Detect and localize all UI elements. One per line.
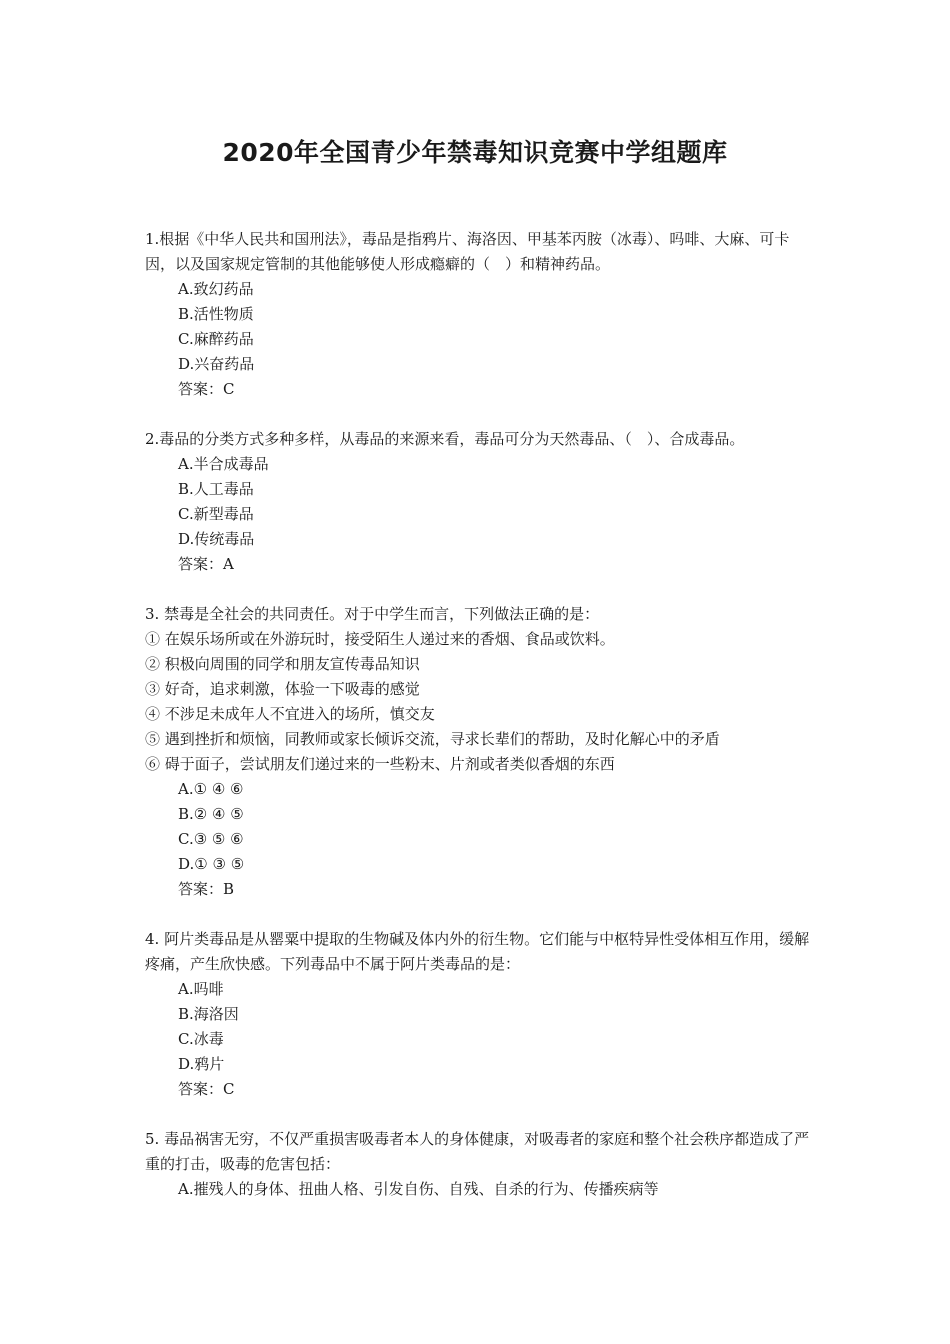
- statement-2: ② 积极向周围的同学和朋友宣传毒品知识: [145, 655, 420, 673]
- option-c: C.冰毒: [178, 1030, 224, 1048]
- question-stem: 4. 阿片类毒品是从罂粟中提取的生物碱及体内外的衍生物。它们能与中枢特异性受体相互作用，缓解疼痛，产生欣快感。下列毒品中不属于阿片类毒品的是：: [145, 930, 810, 973]
- option-a: A.① ④ ⑥: [178, 780, 244, 798]
- question-4: [145, 927, 810, 1102]
- question-2: [145, 427, 810, 577]
- question-1: [145, 227, 810, 402]
- question-stem: 2.毒品的分类方式多种多样，从毒品的来源来看，毒品可分为天然毒品、（ ）、合成毒品。: [145, 430, 745, 448]
- option-c: C.麻醉药品: [178, 330, 254, 348]
- option-b: B.② ④ ⑤: [178, 805, 244, 823]
- question-stem: 1.根据《中华人民共和国刑法》，毒品是指鸦片、海洛因、甲基苯丙胺（冰毒）、吗啡、大麻、可卡因，以及国家规定管制的其他能够使人形成瘾癖的（ ）和精神药品。: [145, 230, 790, 273]
- question-stem: 5. 毒品祸害无穷，不仅严重损害吸毒者本人的身体健康，对吸毒者的家庭和整个社会秩序都造成了严重的打击，吸毒的危害包括：: [145, 1130, 810, 1173]
- option-c: C.新型毒品: [178, 505, 254, 523]
- option-b: B.活性物质: [178, 305, 254, 323]
- statement-4: ④ 不涉足未成年人不宜进入的场所，慎交友: [145, 705, 435, 723]
- option-d: D.传统毒品: [178, 530, 255, 548]
- option-c: C.③ ⑤ ⑥: [178, 830, 244, 848]
- option-a: A.半合成毒品: [178, 455, 269, 473]
- option-d: D.兴奋药品: [178, 355, 255, 373]
- question-list: [145, 227, 810, 1202]
- statement-6: ⑥ 碍于面子，尝试朋友们递过来的一些粉末、片剂或者类似香烟的东西: [145, 755, 615, 773]
- option-a: A.摧残人的身体、扭曲人格、引发自伤、自残、自杀的行为、传播疾病等: [178, 1180, 659, 1198]
- option-a: A.致幻药品: [178, 280, 254, 298]
- answer: 答案：C: [178, 1080, 235, 1098]
- question-stem: 3. 禁毒是全社会的共同责任。对于中学生而言，下列做法正确的是：: [145, 605, 600, 623]
- statement-5: ⑤ 遇到挫折和烦恼，同教师或家长倾诉交流，寻求长辈们的帮助，及时化解心中的矛盾: [145, 730, 720, 748]
- option-d: D.① ③ ⑤: [178, 855, 245, 873]
- question-3: [145, 602, 810, 902]
- answer: 答案：B: [178, 880, 235, 898]
- answer: 答案：A: [178, 555, 234, 573]
- statement-1: ① 在娱乐场所或在外游玩时，接受陌生人递过来的香烟、食品或饮料。: [145, 630, 615, 648]
- option-b: B.人工毒品: [178, 480, 254, 498]
- question-5: [145, 1127, 810, 1202]
- option-a: A.吗啡: [178, 980, 224, 998]
- document-title: 2020年全国青少年禁毒知识竞赛中学组题库: [222, 138, 728, 167]
- statement-3: ③ 好奇，追求刺激，体验一下吸毒的感觉: [145, 680, 420, 698]
- answer: 答案：C: [178, 380, 235, 398]
- option-b: B.海洛因: [178, 1005, 239, 1023]
- option-d: D.鸦片: [178, 1055, 225, 1073]
